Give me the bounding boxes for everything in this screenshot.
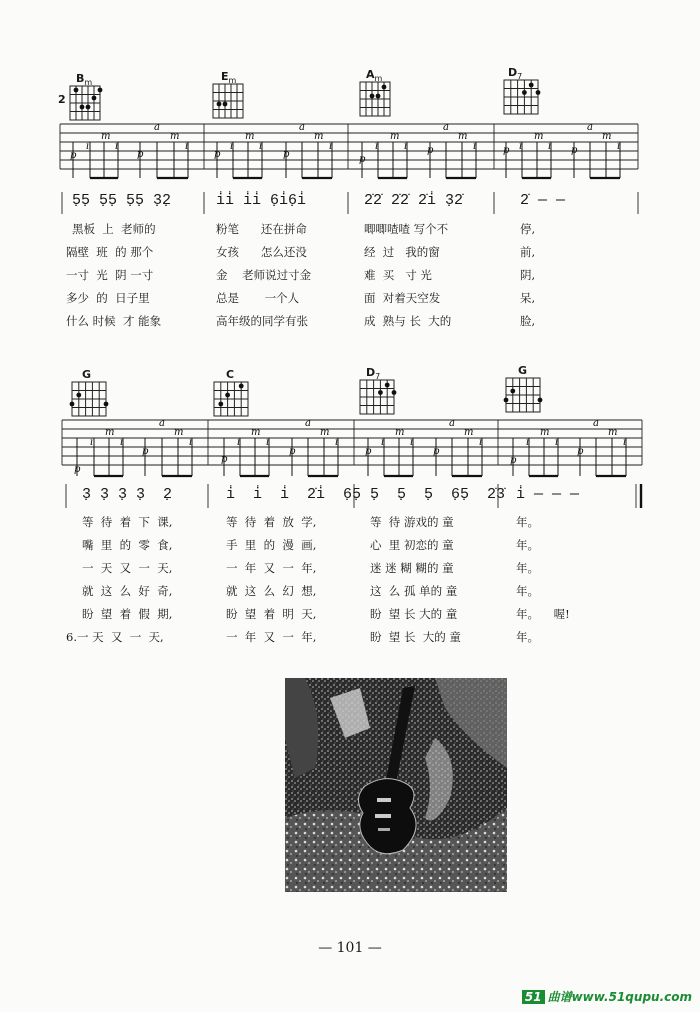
chord-diagram-d7 bbox=[500, 78, 544, 118]
svg-text:i: i bbox=[237, 437, 241, 448]
chord-name-am: $A_m$ bbox=[366, 68, 383, 84]
chord-name-g-second: G bbox=[518, 364, 528, 377]
notation-measure: i̇ — — — bbox=[516, 486, 580, 503]
svg-text:m: m bbox=[251, 427, 261, 438]
lyric-line: 多少 的 日子里 bbox=[66, 291, 150, 305]
lyric-line: 面 对着天空发 bbox=[364, 291, 441, 305]
lyric-line: 高年级的同学有张 bbox=[216, 314, 308, 328]
svg-text:m: m bbox=[170, 131, 180, 142]
lyric-line: 嘴 里 的 零 食, bbox=[82, 538, 173, 552]
notation-measure: 5̣5̣ 5̣5̣ 5̣5̣ 3̣2̣ bbox=[72, 192, 172, 209]
svg-text:i: i bbox=[230, 141, 234, 152]
svg-text:i: i bbox=[623, 437, 627, 448]
lyric-line: 等 待 着 下 课, bbox=[82, 515, 173, 529]
notation-measure: 5̣ 5̣ 5̣ 6̣5̣ 2̇3̇ bbox=[370, 486, 506, 503]
lyric-line: 心 里 初恋的 童 bbox=[370, 538, 454, 552]
lyric-line: 什么 时候 才 能象 bbox=[66, 314, 162, 328]
lyric-line: 前, bbox=[520, 245, 536, 259]
svg-text:a: a bbox=[154, 122, 160, 133]
svg-text:m: m bbox=[320, 427, 330, 438]
svg-text:p: p bbox=[577, 446, 584, 457]
lyric-line: 阴, bbox=[520, 268, 536, 282]
lyric-line: 年。 bbox=[516, 538, 539, 552]
svg-text:p: p bbox=[142, 446, 149, 457]
svg-text:a: a bbox=[299, 122, 305, 133]
notation-measure: i̇i̇ i̇i̇ 6̣i̇6̣i̇ bbox=[216, 192, 307, 209]
svg-text:i: i bbox=[526, 437, 530, 448]
svg-text:m: m bbox=[540, 427, 550, 438]
svg-text:p: p bbox=[427, 145, 434, 156]
svg-text:i: i bbox=[381, 437, 385, 448]
lyric-line: 黑板 上 老师的 bbox=[72, 222, 156, 236]
tab-staff-1 bbox=[0, 118, 700, 190]
svg-text:p: p bbox=[503, 145, 510, 156]
svg-text:m: m bbox=[105, 427, 115, 438]
lyric-line: 粉笔 还在拼命 bbox=[216, 222, 307, 236]
lyric-line: 就 这 么 幻 想, bbox=[226, 584, 317, 598]
svg-text:p: p bbox=[365, 446, 372, 457]
lyric-line: 难 买 寸 光 bbox=[364, 268, 432, 282]
svg-text:i: i bbox=[410, 437, 414, 448]
svg-text:i: i bbox=[266, 437, 270, 448]
lyric-line: 唧唧喳喳 写个不 bbox=[364, 222, 449, 236]
svg-text:i: i bbox=[185, 141, 189, 152]
chord-name-c: C bbox=[226, 368, 235, 381]
svg-text:m: m bbox=[464, 427, 474, 438]
svg-text:m: m bbox=[245, 131, 255, 142]
svg-text:m: m bbox=[608, 427, 618, 438]
svg-text:m: m bbox=[602, 131, 612, 142]
svg-text:i: i bbox=[404, 141, 408, 152]
svg-text:m: m bbox=[458, 131, 468, 142]
site-watermark[interactable] bbox=[522, 988, 692, 1005]
svg-text:p: p bbox=[214, 149, 221, 160]
chord-diagram-em bbox=[209, 82, 249, 122]
lyric-line: 隔壁 班 的 那个 bbox=[66, 245, 154, 259]
svg-text:i: i bbox=[473, 141, 477, 152]
svg-text:i: i bbox=[335, 437, 339, 448]
svg-text:a: a bbox=[159, 418, 165, 429]
svg-text:a: a bbox=[593, 418, 599, 429]
svg-text:p: p bbox=[137, 149, 144, 160]
lyric-line: 盼 望 着 假 期, bbox=[82, 607, 173, 621]
chord-name-d7: $D_7$ bbox=[508, 66, 523, 82]
svg-text:i: i bbox=[375, 141, 379, 152]
lyric-line: 女孩 怎么还没 bbox=[216, 245, 307, 259]
lyric-line: 等 待 着 放 学, bbox=[226, 515, 317, 529]
svg-text:p: p bbox=[70, 150, 77, 161]
svg-text:m: m bbox=[174, 427, 184, 438]
lyric-line: 年。 bbox=[516, 584, 539, 598]
lyric-line: 经 过 我的窗 bbox=[364, 245, 440, 259]
lyric-line: 迷 迷 糊 糊的 童 bbox=[370, 561, 454, 575]
tab-staff-2 bbox=[0, 412, 700, 488]
svg-text:i: i bbox=[479, 437, 483, 448]
notation-measure: 2̇ — — bbox=[520, 192, 566, 209]
svg-text:i: i bbox=[90, 437, 94, 448]
lyric-line: 这 么 孤 单的 童 bbox=[370, 584, 458, 598]
chord-name-em: $E_m$ bbox=[221, 70, 237, 86]
chord-name-g: G bbox=[82, 368, 92, 381]
svg-text:p: p bbox=[359, 154, 366, 165]
svg-text:i: i bbox=[617, 141, 621, 152]
svg-text:m: m bbox=[395, 427, 405, 438]
site-logo-icon: 51 bbox=[522, 990, 545, 1004]
chord-diagram-am bbox=[356, 80, 396, 120]
lyric-line: 手 里 的 漫 画, bbox=[226, 538, 317, 552]
lyric-line: 年。 bbox=[516, 561, 539, 575]
svg-text:i: i bbox=[329, 141, 333, 152]
svg-text:i: i bbox=[548, 141, 552, 152]
svg-text:m: m bbox=[101, 131, 111, 142]
chord-diagram-g-second bbox=[502, 376, 546, 416]
chord-name-bm: $B_m$ bbox=[76, 72, 93, 88]
svg-text:a: a bbox=[443, 122, 449, 133]
lyric-line: 一 天 又 一 天, bbox=[82, 561, 173, 575]
lyric-line: 盼 望 长 大的 童 bbox=[370, 607, 458, 621]
svg-text:p: p bbox=[571, 145, 578, 156]
fret-position-marker: 2 bbox=[58, 93, 66, 106]
svg-text:a: a bbox=[305, 418, 311, 429]
lyric-line: 盼 望 着 明 天, bbox=[226, 607, 317, 621]
svg-text:i: i bbox=[259, 141, 263, 152]
svg-text:i: i bbox=[86, 141, 90, 152]
lyric-line: 年。 bbox=[516, 515, 539, 529]
svg-text:p: p bbox=[74, 464, 81, 475]
guitar-photo-illustration bbox=[285, 678, 507, 892]
lyric-line: 呆, bbox=[520, 291, 536, 305]
lyric-line: 盼 望 长 大的 童 bbox=[370, 630, 461, 644]
chord-name-d7-second: $D_7$ bbox=[366, 366, 381, 382]
lyric-line: 一寸 光 阴 一寸 bbox=[66, 268, 154, 282]
svg-text:p: p bbox=[510, 455, 517, 466]
svg-text:i: i bbox=[120, 437, 124, 448]
site-url: 曲谱www.51qupu.com bbox=[547, 990, 692, 1004]
page-number: — 101 — bbox=[318, 940, 382, 956]
lyric-line: 年。 喔! bbox=[516, 607, 570, 621]
lyric-line: 成 熟与 长 大的 bbox=[364, 314, 452, 328]
svg-text:i: i bbox=[555, 437, 559, 448]
svg-text:i: i bbox=[115, 141, 119, 152]
lyric-line: 就 这 么 好 奇, bbox=[82, 584, 173, 598]
svg-text:i: i bbox=[519, 141, 523, 152]
notation-measure: i̇ i̇ i̇ 2̇i̇ 6̣5̣ bbox=[226, 486, 362, 503]
lyric-line: 6.一 天 又 一 天, bbox=[66, 630, 164, 644]
lyric-line: 总是 一个人 bbox=[216, 291, 300, 305]
svg-text:p: p bbox=[433, 446, 440, 457]
lyric-line: 金 老师说过寸金 bbox=[216, 268, 312, 282]
lyric-line: 停, bbox=[520, 222, 536, 236]
lyric-line: 脸, bbox=[520, 314, 536, 328]
svg-text:m: m bbox=[534, 131, 544, 142]
svg-text:i: i bbox=[189, 437, 193, 448]
svg-text:p: p bbox=[289, 446, 296, 457]
svg-text:p: p bbox=[221, 454, 228, 465]
svg-text:p: p bbox=[283, 149, 290, 160]
svg-text:a: a bbox=[449, 418, 455, 429]
lyric-line: 年。 bbox=[516, 630, 539, 644]
lyric-line: 等 待 游戏的 童 bbox=[370, 515, 454, 529]
lyric-line: 一 年 又 一 年, bbox=[226, 561, 317, 575]
svg-text:a: a bbox=[587, 122, 593, 133]
notation-measure: 3̣ 3̣ 3̣ 3̣ 2̣ bbox=[82, 486, 173, 503]
notation-measure: 2̇2̇ 2̇2̇ 2̇i̇ 3̣2̇ bbox=[364, 192, 464, 209]
svg-text:m: m bbox=[390, 131, 400, 142]
guitar-photo bbox=[285, 678, 507, 892]
svg-text:m: m bbox=[314, 131, 324, 142]
lyric-line: 一 年 又 一 年, bbox=[226, 630, 317, 644]
